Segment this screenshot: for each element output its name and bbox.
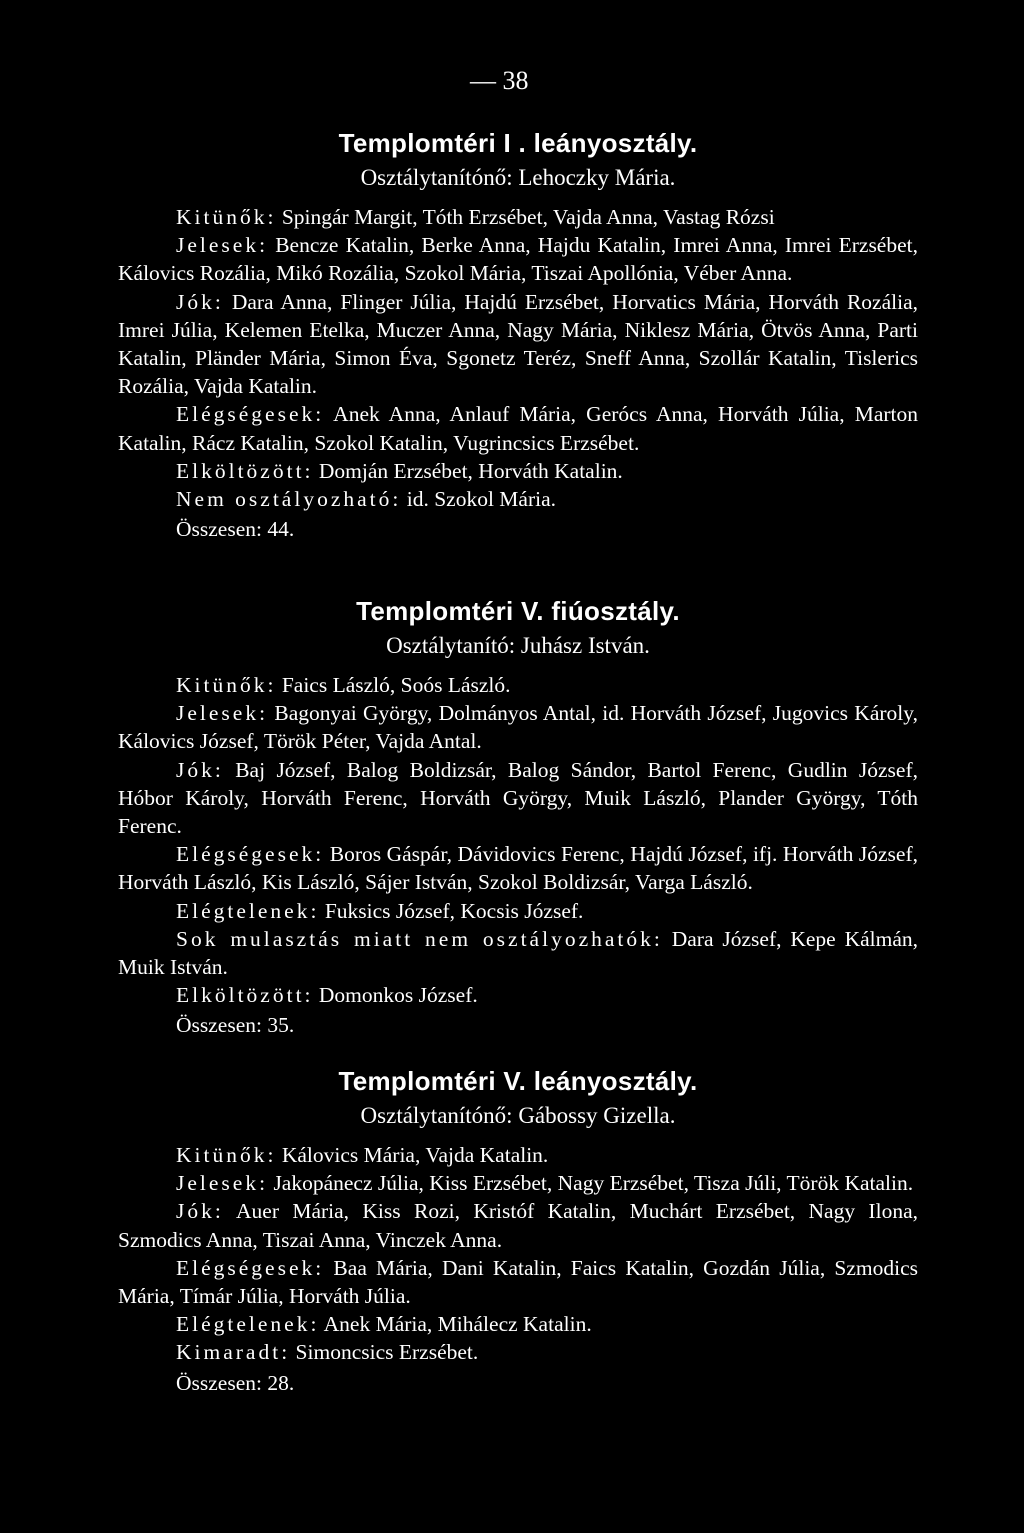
category-term: Kimaradt: — [176, 1340, 291, 1365]
category-term: Elégségesek: — [176, 1255, 325, 1280]
category-names: Kálovics Mária, Vajda Katalin. — [276, 1143, 549, 1167]
category-names: Boros Gáspár, Dávidovics Ferenc, Hajdú József, ifj. Horváth József, Horváth László, Kis László, Sájer István, Szokol Boldizsár, Varga László. — [118, 842, 918, 895]
category-term: Jelesek: — [176, 701, 269, 726]
category-elegsegesek — [118, 400, 918, 456]
category-elegsegesek — [118, 840, 918, 896]
category-term: Jók: — [176, 757, 224, 782]
category-names: Jakopánecz Júlia, Kiss Erzsébet, Nagy Erzsébet, Tisza Júli, Török Katalin. — [268, 1171, 914, 1196]
section-total: Összesen: 44. — [176, 517, 295, 542]
section-templomteri-5-leany — [118, 1066, 918, 1397]
category-jelesek — [118, 699, 918, 755]
category-jelesek — [118, 1169, 918, 1197]
category-term: Elégségesek: — [176, 402, 325, 427]
category-term: Jelesek: — [176, 1171, 269, 1196]
category-term: Elégtelenek: — [176, 898, 320, 923]
section-title: Templomtéri I . leányosztály. — [338, 128, 698, 158]
page-number: — 38 — [470, 66, 529, 95]
category-kitunok — [118, 203, 918, 231]
category-names: id. Szokol Mária. — [401, 487, 557, 512]
category-jok — [118, 1197, 918, 1253]
category-jok — [118, 756, 918, 841]
section-templomteri-5-fiu — [118, 596, 918, 1039]
category-term: Kitünők: — [176, 205, 277, 229]
category-names: Bagonyai György, Dolmányos Antal, id. Horváth József, Jugovics Károly, Kálovics József, Török Péter, Vajda Antal. — [118, 701, 918, 754]
category-elkoltozott — [118, 981, 918, 1009]
section-templomteri-1-leany — [118, 128, 918, 543]
category-names: Anek Mária, Mihálecz Katalin. — [319, 1312, 592, 1337]
category-term: Elköltözött: — [176, 458, 314, 483]
category-names: Dara Anna, Flinger Júlia, Hajdú Erzsébet, Horvatics Mária, Horváth Rozália, Imrei Júlia, Kelemen Etelka, Muczer Anna, Nagy Mária, Niklesz Mária, Ötvös Anna, Parti Katalin, Pländer Mária, Simon Éva, Sgonetz Teréz, Sneff Anna, Szollár Katalin, Tislerics Rozália, Vajda Katalin. — [118, 289, 918, 399]
category-term: Jók: — [176, 1199, 224, 1224]
section-teacher: Osztálytanítónő: Lehoczky Mária. — [360, 165, 676, 190]
category-term: Elégtelenek: — [176, 1312, 320, 1337]
category-names: Baa Mária, Dani Katalin, Faics Katalin, Gozdán Júlia, Szmodics Mária, Tímár Júlia, Horváth Júlia. — [118, 1255, 918, 1309]
category-names: Domonkos József. — [313, 983, 478, 1008]
category-names: Dara József, Kepe Kálmán, Muik István. — [118, 926, 919, 980]
section-teacher: Osztálytanító: Juhász István. — [386, 633, 650, 658]
category-term: Jelesek: — [176, 233, 269, 258]
category-term: Sok mulasztás miatt nem osztályozhatók: — [176, 926, 663, 951]
section-total: Összesen: 28. — [176, 1370, 295, 1395]
section-teacher: Osztálytanítónő: Gábossy Gizella. — [360, 1103, 676, 1128]
category-names: Anek Anna, Anlauf Mária, Gerócs Anna, Horváth Júlia, Marton Katalin, Rácz Katalin, Szokol Katalin, Vugrincsics Erzsébet. — [118, 402, 918, 455]
category-term: Elköltözött: — [176, 983, 314, 1008]
category-elegsegesek — [118, 1254, 918, 1310]
category-term: Nem osztályozható: — [176, 487, 402, 512]
category-kitunok — [118, 1141, 918, 1169]
category-names: Bencze Katalin, Berke Anna, Hajdu Katalin, Imrei Anna, Imrei Erzsébet, Kálovics Rozália, Mikó Rozália, Szokol Mária, Tiszai Apollónia, Véber Anna. — [118, 233, 918, 286]
category-nem-osztalyozhato — [118, 485, 918, 513]
category-jelesek — [118, 231, 918, 287]
category-term: Jók: — [176, 289, 224, 314]
category-kitunok — [118, 671, 918, 699]
category-names: Spingár Margit, Tóth Erzsébet, Vajda Anna, Vastag Rózsi — [276, 205, 775, 229]
category-names: Domján Erzsébet, Horváth Katalin. — [313, 458, 623, 483]
category-jok — [118, 288, 918, 401]
category-sok-mulasztas — [118, 925, 918, 981]
category-names: Faics László, Soós László. — [276, 673, 511, 697]
category-names: Baj József, Balog Boldizsár, Balog Sándor, Bartol Ferenc, Gudlin József, Hóbor Károly, Horváth Ferenc, Horváth György, Muik László, Plander György, Tóth Ferenc. — [118, 757, 918, 839]
category-elkoltozott — [118, 457, 918, 485]
category-term: Kitünők: — [176, 1143, 277, 1167]
section-title: Templomtéri V. fiúosztály. — [356, 596, 680, 626]
section-title: Templomtéri V. leányosztály. — [338, 1066, 698, 1096]
category-names: Simoncsics Erzsébet. — [290, 1340, 479, 1365]
section-total: Összesen: 35. — [176, 1013, 295, 1038]
category-elegtelenek — [118, 897, 918, 925]
category-elegtelenek — [118, 1310, 918, 1338]
category-names: Auer Mária, Kiss Rozi, Kristóf Katalin, Muchárt Erzsébet, Nagy Ilona, Szmodics Anna, Tiszai Anna, Vinczek Anna. — [118, 1199, 918, 1252]
category-term: Kitünők: — [176, 673, 277, 697]
category-term: Elégségesek: — [176, 842, 325, 867]
category-names: Fuksics József, Kocsis József. — [319, 898, 584, 923]
category-kimaradt — [118, 1338, 918, 1366]
